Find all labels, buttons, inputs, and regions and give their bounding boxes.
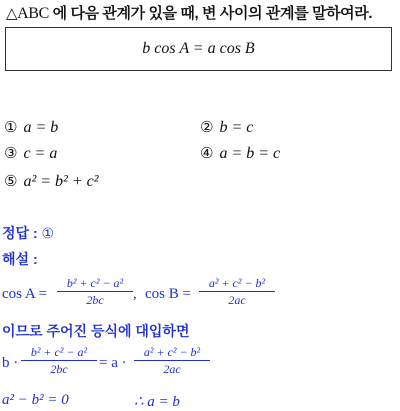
- cosA-numerator: b² + c² − a²: [66, 276, 124, 290]
- subst-right-denominator: 2ac: [163, 362, 181, 376]
- cosA-fraction: [57, 276, 133, 307]
- choice-5-expression: a² = b² + c²: [23, 173, 99, 190]
- cosB-fraction: [199, 276, 275, 307]
- subst-right-numerator: a² + c² − b²: [143, 345, 201, 359]
- solution-label: 해설 :: [2, 251, 38, 267]
- choice-4[interactable]: [200, 144, 280, 163]
- choice-1-number: ①: [4, 118, 18, 136]
- question-body: 에 다음 관계가 있을 때, 변 사이의 관계를 말하여라.: [52, 5, 373, 22]
- substitute-text: 이므로 주어진 등식에 대입하면: [2, 323, 190, 339]
- given-equation-box: [5, 27, 392, 71]
- subst-fraction-right: [134, 345, 210, 376]
- answer-value: ①: [41, 225, 55, 241]
- choice-5-number: ⑤: [4, 172, 18, 190]
- subst-right-fraction-bar: [134, 360, 210, 361]
- subst-left-numerator: b² + c² − a²: [30, 345, 88, 359]
- question-text: [6, 2, 372, 23]
- choice-2-expression: b = c: [219, 119, 254, 136]
- final-conclusion: ∴ a = b: [134, 394, 180, 410]
- subst-left-denominator: 2bc: [50, 362, 68, 376]
- given-equation: b cos A = a cos B: [142, 40, 255, 57]
- choice-3-number: ③: [4, 144, 18, 162]
- choice-1[interactable]: [4, 118, 58, 137]
- choice-2[interactable]: [200, 118, 253, 137]
- subst-fraction-left: [21, 345, 97, 376]
- triangle-symbol: △: [6, 5, 18, 22]
- choice-5[interactable]: [4, 172, 99, 191]
- answer-line: [2, 223, 54, 243]
- subst-middle: = a ·: [99, 355, 127, 371]
- choice-3[interactable]: [4, 144, 57, 163]
- cosB-numerator: a² + c² − b²: [208, 276, 266, 290]
- cosA-lhs: cos A =: [2, 286, 48, 302]
- cosA-fraction-bar: [57, 291, 133, 292]
- cosA-denominator: 2bc: [86, 293, 104, 307]
- subst-left-factor: b ·: [2, 355, 19, 371]
- cosB-lhs: cos B =: [145, 286, 191, 302]
- choice-2-number: ②: [200, 118, 214, 136]
- triangle-name: ABC: [17, 5, 49, 22]
- choice-1-expression: a = b: [23, 119, 59, 136]
- subst-left-fraction-bar: [21, 360, 97, 361]
- answer-label: 정답 :: [2, 225, 42, 241]
- cosB-denominator: 2ac: [228, 293, 246, 307]
- formula-separator: ,: [133, 286, 137, 302]
- cosB-fraction-bar: [199, 291, 275, 292]
- choice-4-expression: a = b = c: [219, 145, 281, 162]
- choice-4-number: ④: [200, 144, 214, 162]
- final-equation: a² − b² = 0: [2, 392, 69, 408]
- choice-3-expression: c = a: [23, 145, 58, 162]
